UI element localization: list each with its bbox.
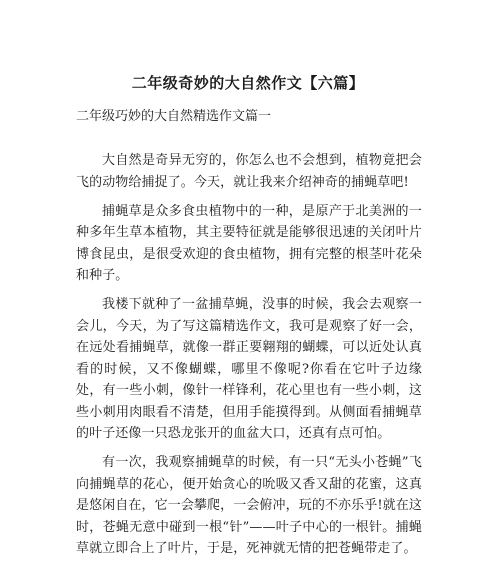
paragraph: 我楼下就种了一盆捕草蝇，没事的时候，我会去观察一会儿，今天，为了写这篇精选作文，我可是观察了好一会，在远处看捕蝇草，就像一群正要翱翔的蝴蝶，可以近处认真看的时候，又不像蝴蝶，哪里不像呢?你看在它叶子边缘处，有一些小刺，像针一样锋利，花心里也有一些小刺，这些小刺用肉眼看不清楚，但用手能摸得到。从侧面看捕蝇草的叶子还像一只恐龙张开的血盆大口，还真有点可怕。 — [76, 297, 422, 441]
document-title: 二年级奇妙的大自然作文【六篇】 — [131, 74, 365, 92]
paragraph: 捕蝇草是众多食虫植物中的一种，是原产于北美洲的一种多年生草本植物，其主要特征就是能够很迅速的关闭叶片博食昆虫，是很受欢迎的食虫植物，拥有完整的根茎叶花朵和种子。 — [76, 203, 422, 283]
paragraph: 有一次，我观察捕蝇草的时候，有一只“无头小苍蝇”飞向捕蝇草的花心，便开始贪心的吮吸又香又甜的花蜜，这真是悠闲自在，它一会攀爬，一会俯冲，玩的不亦乐乎!就在这时，苍蝇无意中碰到一根“针”——叶子中心的一根针。捕蝇草就立即合上了叶片，于是，死神就无情的把苍蝇带走了。 — [76, 455, 422, 556]
paragraph: 大自然是奇异无穷的，你怎么也不会想到，植物竟把会飞的动物给捕捉了。今天，就让我来介绍神奇的捕蝇草吧! — [76, 153, 422, 190]
section-subtitle: 二年级巧妙的大自然精选作文篇一 — [76, 109, 272, 124]
article-body — [76, 150, 422, 567]
